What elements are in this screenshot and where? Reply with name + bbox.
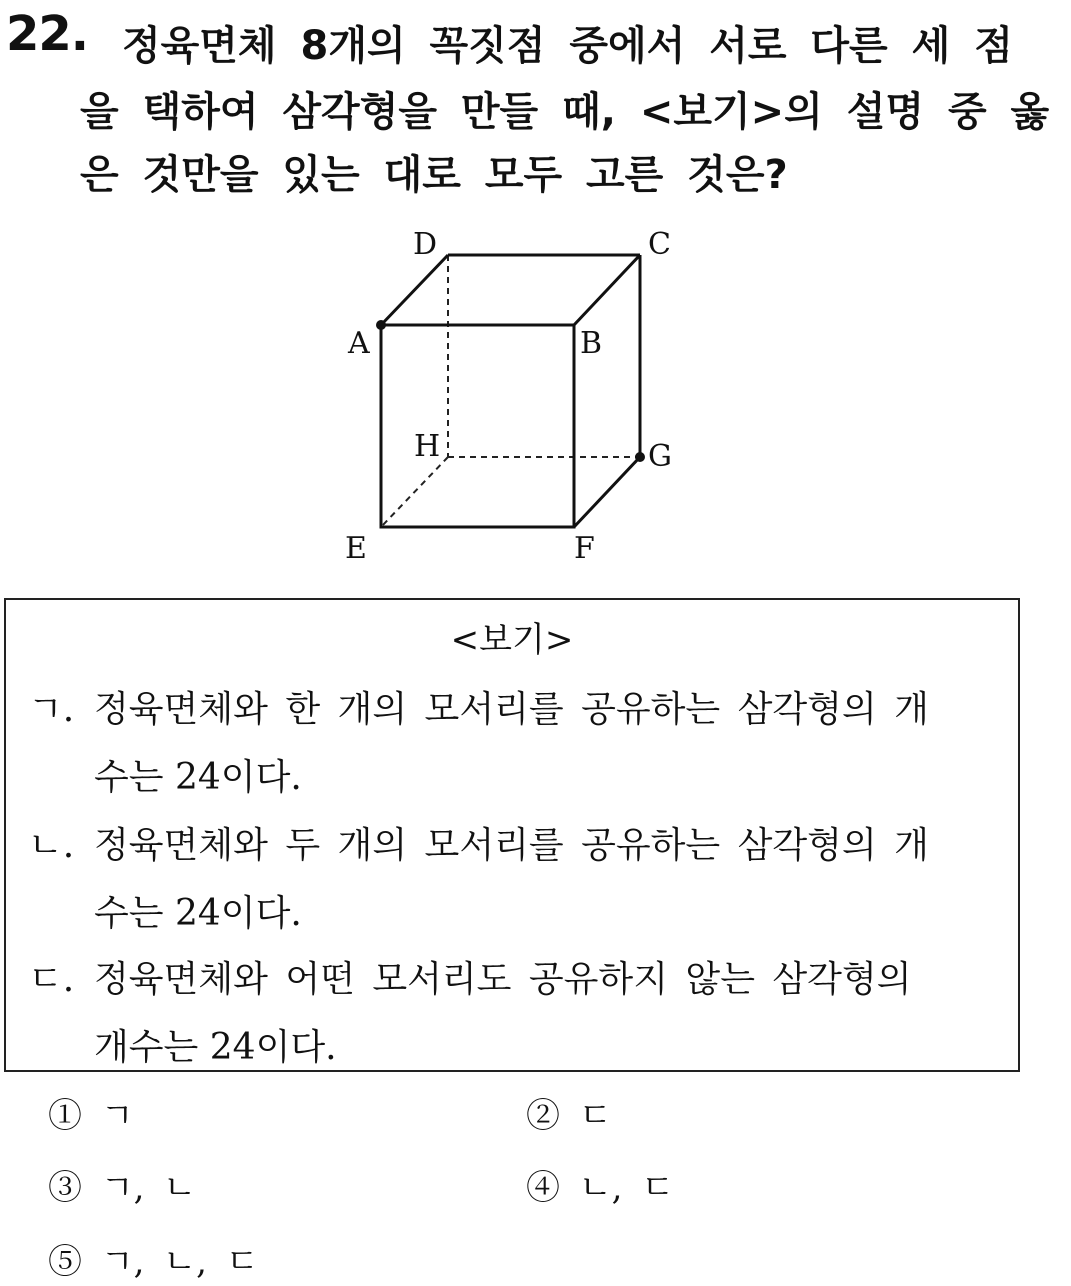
- bogi-item-text-cont: 수는 24이다.: [94, 893, 302, 934]
- label-F: F: [574, 531, 595, 566]
- question-text-line-3: 은 것만을 있는 대로 모두 고른 것은?: [80, 152, 788, 198]
- answer-choice-3[interactable]: [48, 1160, 196, 1209]
- front-face: [381, 325, 574, 527]
- edge-HE: [381, 457, 448, 527]
- bogi-item-text: 정육면체와 어떤 모서리도 공유하지 않는 삼각형의: [94, 959, 912, 1000]
- choice-text: ㄱ, ㄴ, ㄷ: [100, 1242, 259, 1282]
- label-C: C: [648, 227, 671, 262]
- choice-text: ㄱ, ㄴ: [100, 1168, 197, 1208]
- edge-BC: [574, 255, 640, 325]
- bogi-item-mark: ㄷ.: [28, 959, 75, 1000]
- label-E: E: [345, 531, 367, 566]
- bogi-item-text-cont: 개수는 24이다.: [94, 1027, 337, 1068]
- choice-number: ④: [526, 1168, 560, 1208]
- choice-number: ⑤: [48, 1242, 82, 1282]
- choice-text: ㄷ: [578, 1096, 612, 1136]
- label-H: H: [414, 429, 441, 464]
- question-text-line-2: 을 택하여 삼각형을 만들 때, <보기>의 설명 중 옳: [80, 89, 1050, 135]
- question-text-line-1: 정육면체 8개의 꼭짓점 중에서 서로 다른 세 점: [122, 23, 1013, 69]
- label-G: G: [648, 439, 672, 474]
- edge-AD: [381, 255, 448, 325]
- bogi-item-mark: ㄴ.: [28, 825, 75, 866]
- answer-choice-1[interactable]: [48, 1088, 134, 1137]
- point-G-dot: [635, 452, 645, 462]
- label-D: D: [413, 227, 438, 262]
- bogi-item-text: 정육면체와 한 개의 모서리를 공유하는 삼각형의 개: [94, 689, 929, 730]
- point-A-dot: [376, 320, 386, 330]
- cube-figure: [330, 220, 710, 570]
- bogi-item-text-cont: 수는 24이다.: [94, 757, 302, 798]
- bogi-title: <보기>: [450, 620, 574, 660]
- label-A: A: [348, 326, 370, 361]
- answer-choice-4[interactable]: [526, 1160, 674, 1209]
- label-B: B: [580, 326, 603, 361]
- bogi-item-mark: ㄱ.: [28, 689, 75, 730]
- choice-text: ㄱ: [100, 1096, 134, 1136]
- answer-choice-5[interactable]: [48, 1234, 259, 1283]
- choice-number: ②: [526, 1096, 560, 1136]
- edge-FG: [574, 457, 640, 527]
- answer-choice-2[interactable]: [526, 1088, 612, 1137]
- choice-number: ③: [48, 1168, 82, 1208]
- question-number: 22.: [6, 6, 89, 62]
- bogi-item-text: 정육면체와 두 개의 모서리를 공유하는 삼각형의 개: [94, 825, 929, 866]
- choice-text: ㄴ, ㄷ: [578, 1168, 675, 1208]
- choice-number: ①: [48, 1096, 82, 1136]
